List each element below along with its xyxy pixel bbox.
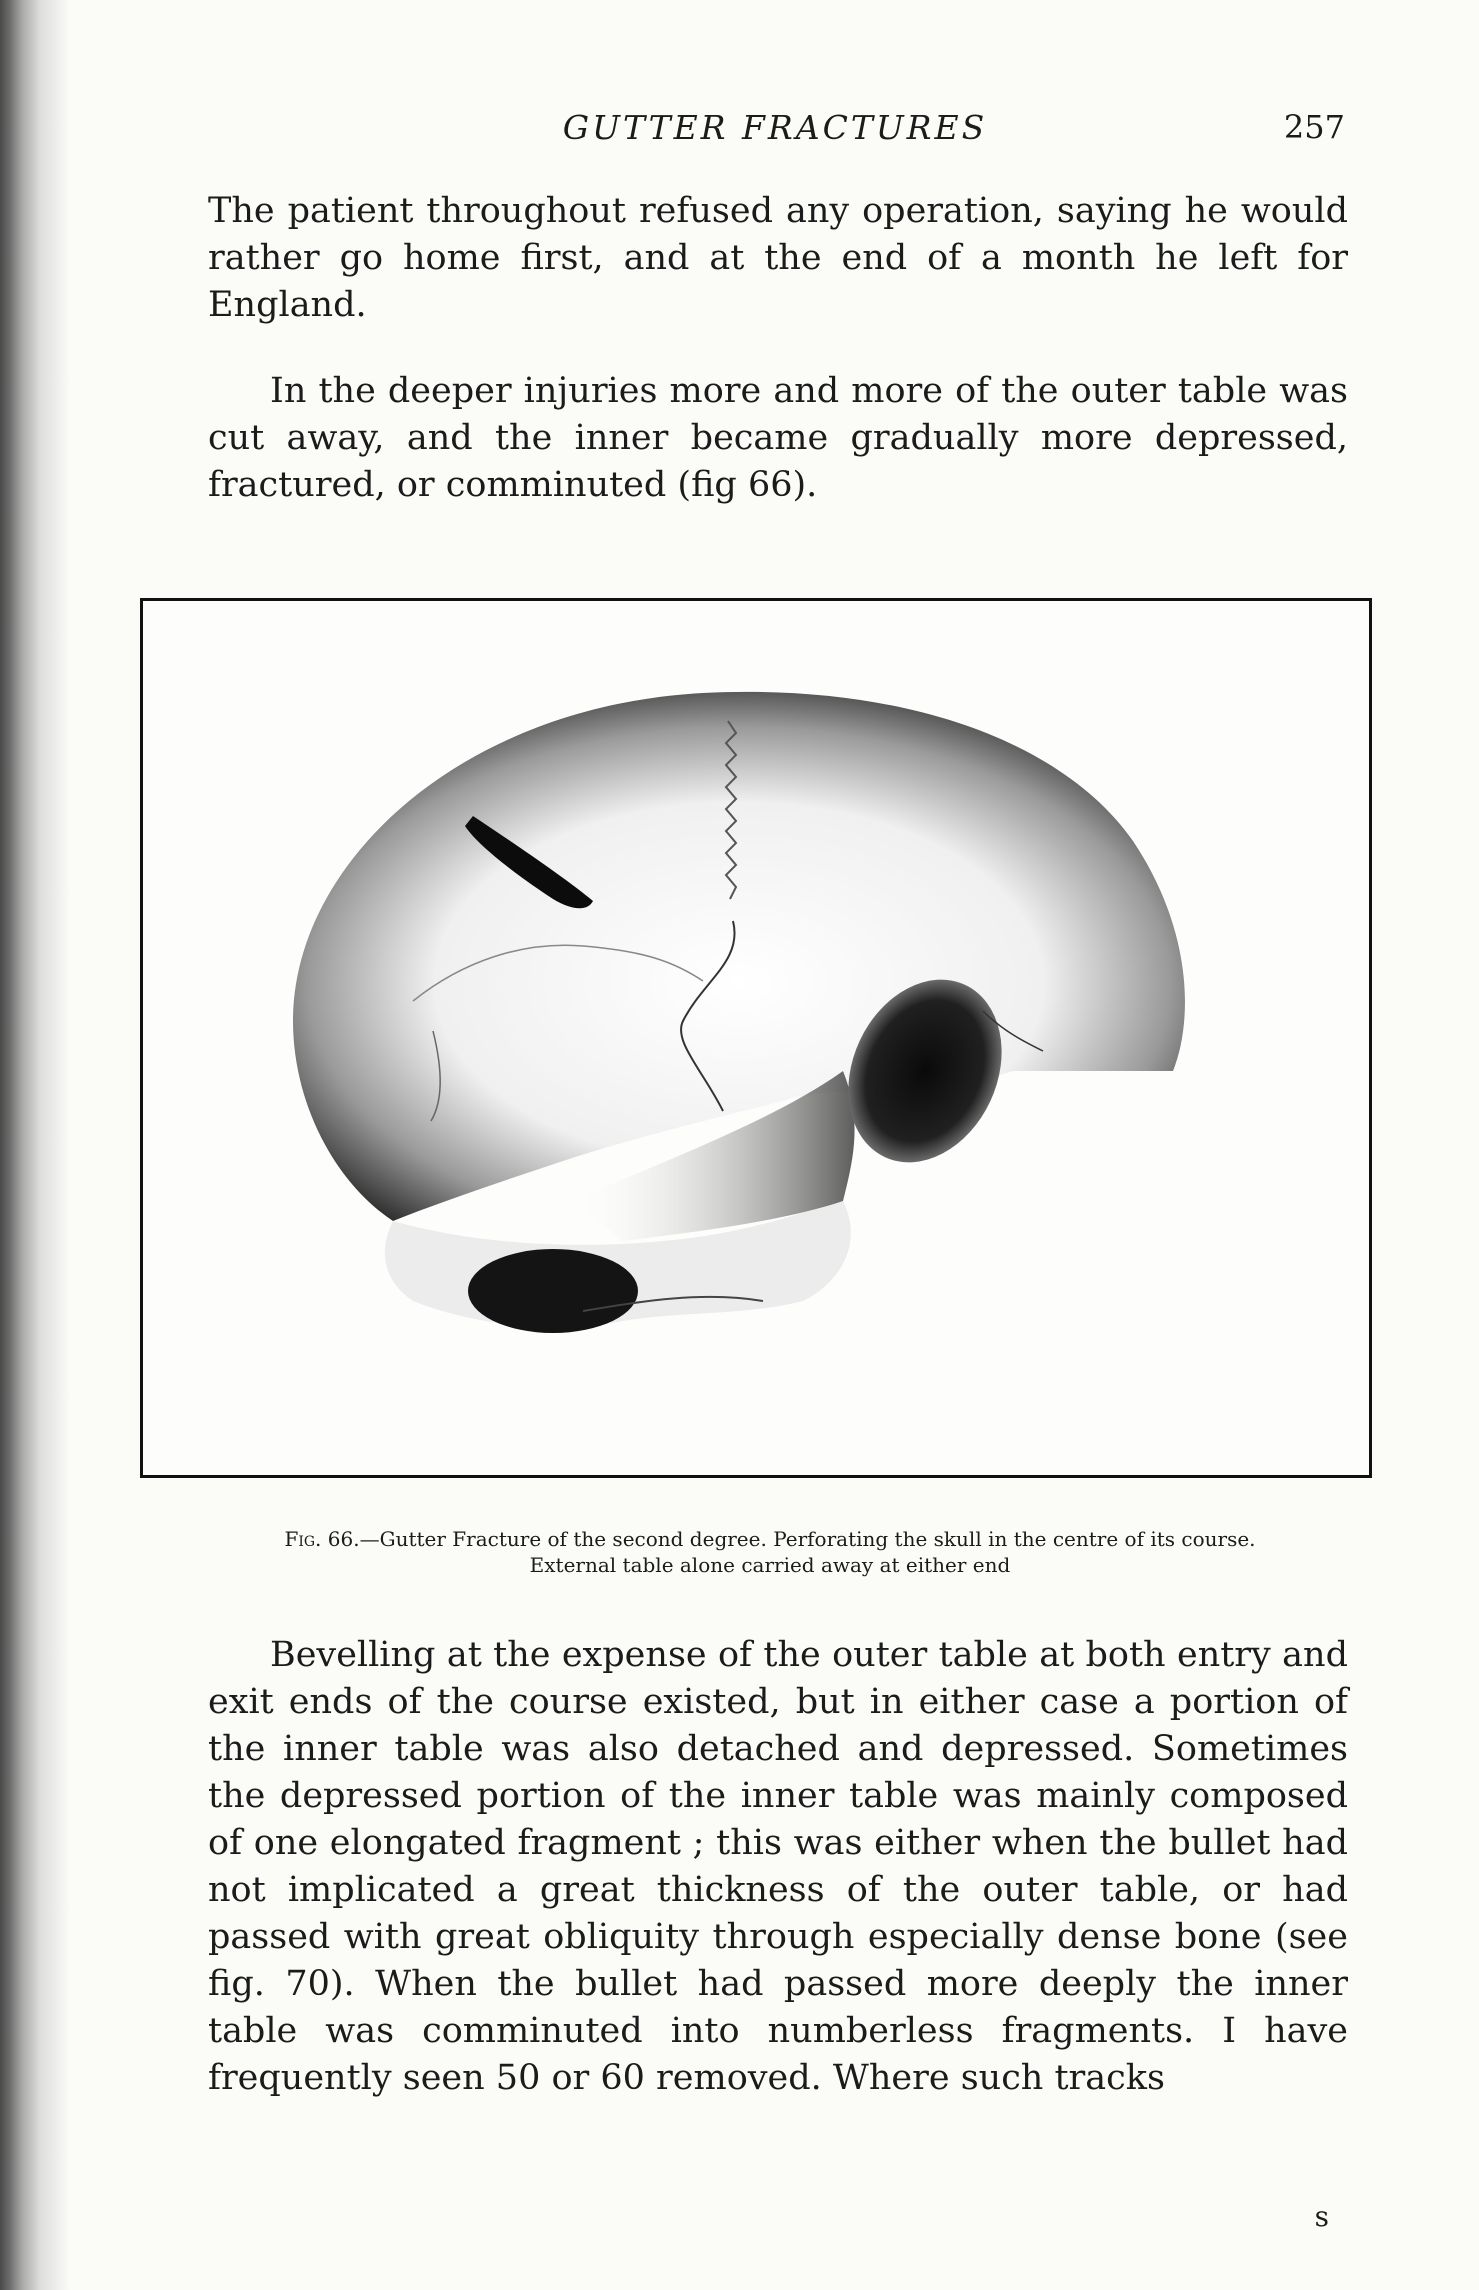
page-number: 257 [1283, 108, 1345, 146]
paragraph-1: The patient throughout refused any operation, saying he would rather go home first, and at the end of a month he left for England. [208, 191, 1348, 325]
page-header [205, 108, 1345, 158]
paragraph-3: Bevelling at the expense of the outer table at both entry and exit ends of the course existed, but in either case a portion of the inner table was also detached and depressed. Sometimes the depressed portion of the inner table was mainly composed of one elongated fragment ; this was either when the bullet had not implicated a great thickness of the outer table, or had passed with great obliquity through especially dense bone (see fig. 70). When the bullet had passed more deeply the inner table was comminuted into numberless fragments. I have frequently seen 50 or 60 removed. Where such tracks [208, 1635, 1348, 2098]
figure-66-frame [140, 598, 1372, 1478]
paragraph-2: In the deeper injuries more and more of the outer table was cut away, and the inner became gradually more depressed, fractured, or comminuted (fig 66). [208, 371, 1348, 505]
zygoma-shadow [468, 1249, 638, 1333]
running-title: GUTTER FRACTURES [562, 108, 988, 147]
figure-caption [255, 1526, 1285, 1578]
printer-signature-mark: s [1314, 2200, 1329, 2233]
figure-caption-text: —Gutter Fracture of the second degree. Perforating the skull in the centre of its course. External table alone carried away at either end [359, 1527, 1256, 1577]
figure-label: Fig. 66. [284, 1527, 360, 1551]
skull-illustration [143, 601, 1369, 1475]
page-gutter-shadow [0, 0, 70, 2290]
